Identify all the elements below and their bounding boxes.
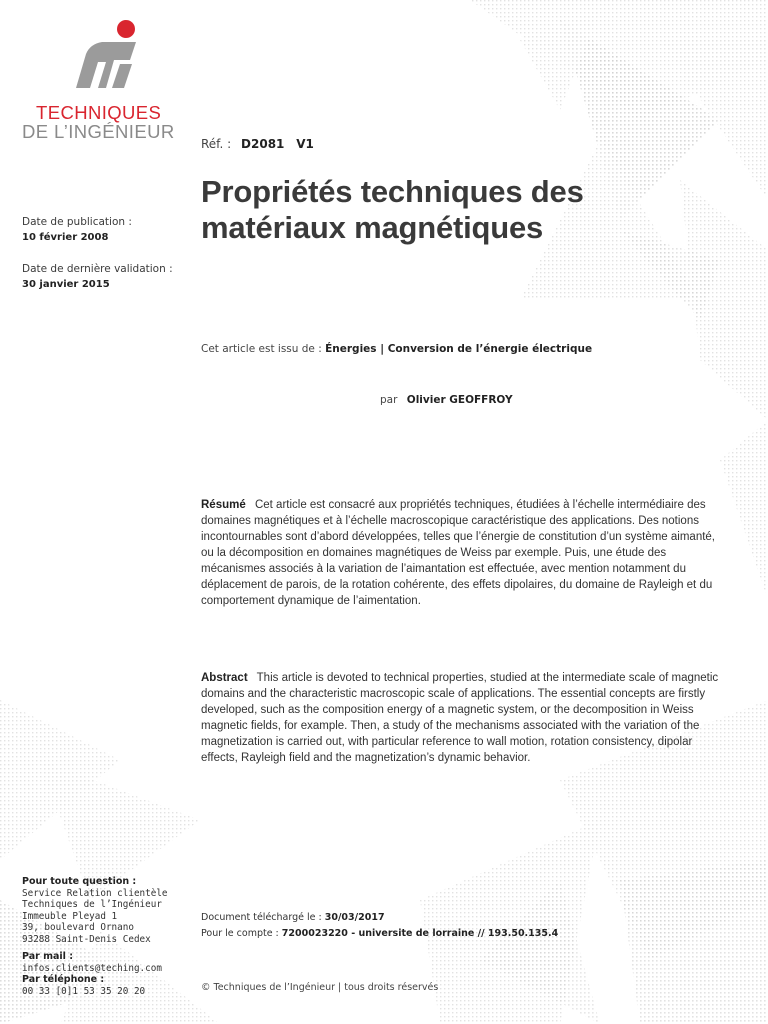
account-value: 7200023220 - universite de lorraine // 193.50.135.4 [281, 928, 559, 939]
resume-text: Cet article est consacré aux propriétés techniques, étudiées à l’échelle intermédiaire des domaines magnétiques et à l’échelle macroscopique caractéristique des applications. Des notions incontournables sont d’abord développées, telles que l’énergie de constitution d’un système aimanté, ou la décomposition en domaines magnétiques de Weiss par exemple. Puis, une étude des mécanismes associés à la variation de l’aimantation est effectuée, avec mention notamment du déplacement de parois, de la rotation cohérente, des effets dipolaires, du domaine de Rayleigh et du comportement dynamique de l’aimentation. [201, 499, 715, 607]
download-date: 30/03/2017 [324, 912, 385, 923]
download-date-label: Document téléchargé le : [201, 912, 322, 923]
ti-logo-icon [70, 18, 148, 94]
contact-phone: 00 33 [0]1 53 35 20 20 [22, 985, 146, 997]
abstract-section [201, 670, 721, 766]
author-label: par [380, 394, 398, 406]
download-info [201, 910, 558, 942]
logo-text-de-l-ingenieur: DE L’INGÉNIEUR [22, 121, 175, 142]
reference-label: Réf. : [201, 137, 232, 151]
reference-version: V1 [296, 137, 314, 151]
abstract-text: This article is devoted to technical properties, studied at the intermediate scale of magnetic domains and the characteristic macroscopic scale of applications. The essential concepts are firstly developed, such as the composition energy of a magnetic system, or the decomposition in Weiss magnetic fields, for example. Then, a study of the mechanisms associated with the variation of the magnetization is carried out, with particular reference to wall motion, rotation consistency, dipolar effects, Rayleigh field and the magnetization’s dynamic behavior. [201, 672, 719, 764]
account-label: Pour le compte : [201, 928, 279, 939]
contact-email-link[interactable]: infos.clients@teching.com [22, 962, 162, 974]
article-source-label: Cet article est issu de : [201, 343, 322, 355]
publication-dates [22, 215, 192, 292]
address-line: Techniques de l’Ingénieur [22, 899, 162, 910]
validation-date-label: Date de dernière validation : [22, 263, 173, 275]
abstract-label: Abstract [201, 672, 248, 684]
logo-text-techniques: TECHNIQUES [36, 102, 162, 123]
address-line: 39, boulevard Ornano [22, 922, 134, 933]
contact-info [22, 876, 197, 997]
resume-label: Résumé [201, 499, 246, 511]
address-line: 93288 Saint-Denis Cedex [22, 933, 151, 945]
article-title: Propriétés techniques des matériaux magnétiques [201, 174, 584, 245]
validation-date-value: 30 janvier 2015 [22, 279, 110, 290]
reference-code: D2081 [241, 137, 285, 151]
question-heading: Pour toute question : [22, 876, 137, 887]
article-source [201, 343, 592, 355]
publisher-logo [22, 18, 202, 143]
address-line: Immeuble Pleyad 1 [22, 910, 118, 922]
article-reference [201, 137, 314, 151]
resume-section [201, 497, 721, 609]
address-line: Service Relation clientèle [22, 887, 168, 899]
phone-heading: Par téléphone : [22, 974, 105, 985]
author-name: Olivier GEOFFROY [406, 394, 513, 406]
mail-heading: Par mail : [22, 951, 74, 962]
publication-date-label: Date de publication : [22, 216, 132, 228]
article-author [380, 394, 513, 406]
publication-date-value: 10 février 2008 [22, 232, 109, 243]
copyright-notice: © Techniques de l’Ingénieur | tous droits réservés [201, 982, 439, 993]
article-source-value: Énergies | Conversion de l’énergie électrique [325, 343, 593, 355]
